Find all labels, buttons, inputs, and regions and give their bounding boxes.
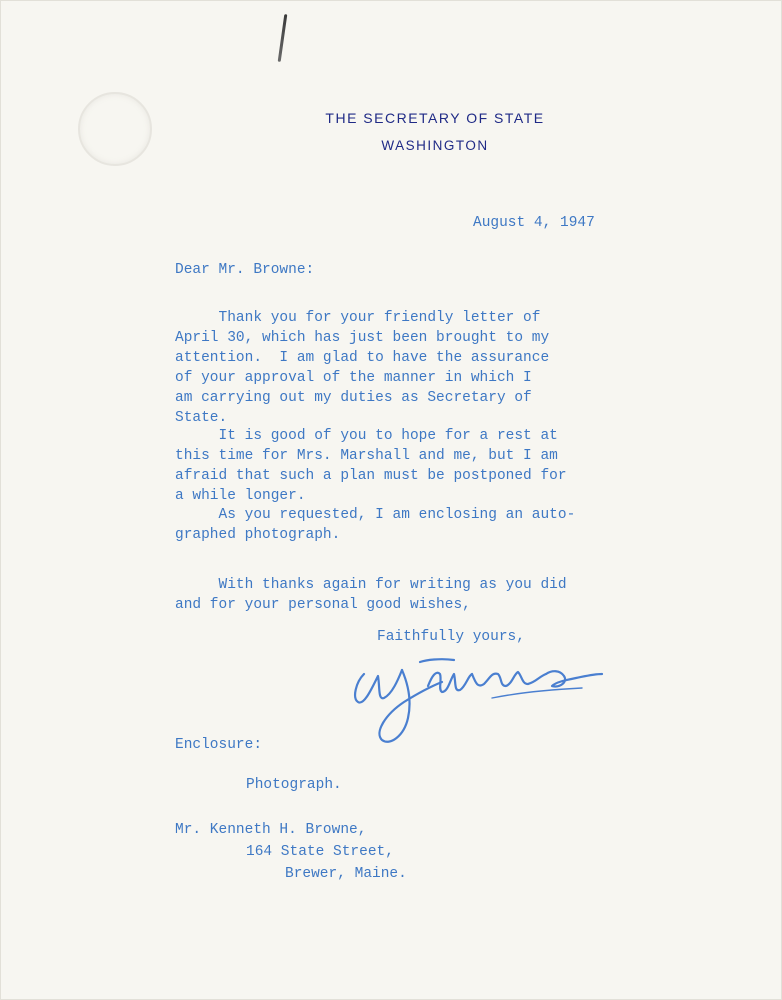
letterhead-title: THE SECRETARY OF STATE — [325, 110, 545, 126]
paragraph-4: With thanks again for writing as you did and for your personal good wishes, — [175, 577, 567, 613]
handwritten-signature — [342, 640, 612, 760]
letter-date: August 4, 1947 — [473, 215, 595, 231]
address-line-1: Mr. Kenneth H. Browne, — [175, 822, 367, 838]
enclosure-label: Enclosure: — [175, 737, 263, 753]
enclosure-item: Photograph. — [246, 777, 342, 793]
address-line-2: 164 State Street, — [246, 844, 394, 860]
paragraph-2: It is good of you to hope for a rest at this time for Mrs. Marshall and me, but I am afraid that such a plan must be postponed for a while longer. — [175, 428, 567, 504]
paragraph-1: Thank you for your friendly letter of April 30, which has just been brought to my attention. I am glad to have the assurance of your approval of the manner in which I am carrying out my duties as Secretary of State. — [175, 310, 550, 426]
address-line-3: Brewer, Maine. — [285, 866, 407, 882]
closing: Faithfully yours, — [377, 629, 525, 645]
salutation: Dear Mr. Browne: — [175, 262, 315, 278]
letterhead-city: WASHINGTON — [381, 138, 489, 153]
paragraph-3: As you requested, I am enclosing an auto- graphed photograph. — [175, 507, 576, 543]
embossed-seal — [78, 92, 152, 166]
